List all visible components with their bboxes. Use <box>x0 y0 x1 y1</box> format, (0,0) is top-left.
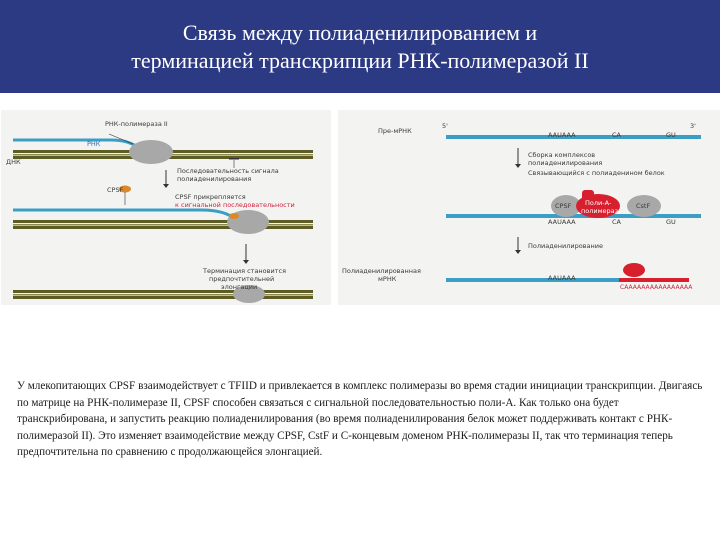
caption-paragraph <box>17 378 707 461</box>
caption-text-8: и <box>329 429 341 442</box>
poly-a-polymerase-label-line-2: полимераза <box>581 207 623 215</box>
figure-termination-diagram <box>1 110 331 305</box>
pabp-protein <box>623 263 645 277</box>
gu-label-middle: GU <box>666 218 676 226</box>
cpsf-label-right: CPSF <box>555 202 572 210</box>
signal-label-line-1: Последовательность сигнала <box>177 167 279 175</box>
slide-title <box>0 0 720 93</box>
caption-term-cpsf: CPSF <box>109 380 136 392</box>
signal-marker <box>229 158 239 160</box>
cpsf-label: CPSF <box>107 186 124 194</box>
caption-text-3: и привлекается в комплекс полимеразы во время стадии инициации транскрипции. Двигаясь по матрице на <box>17 380 703 409</box>
dna-strand-bottom <box>13 290 313 299</box>
cpsf-attach-label-line-1: CPSF прикрепляется <box>175 193 246 201</box>
rna-label: РНК <box>87 140 101 148</box>
pre-mrna-label: Пре-мРНК <box>378 127 412 135</box>
rna-strand-top <box>13 140 141 150</box>
mature-mrna-label-line-1: Полиаденилированная <box>342 267 421 275</box>
caption-term-rnap: РНК-полимеразе II <box>87 396 178 409</box>
caption-text-4: , <box>177 396 184 409</box>
signal-label-line-2: полиаденилирования <box>177 175 252 183</box>
binding-protein-label: Связывающийся с полиаденином белок <box>528 169 665 177</box>
rna-strand-middle <box>13 210 236 220</box>
rnap-label: РНК-полимераза II <box>105 120 168 128</box>
cstf-label: CstF <box>636 202 651 210</box>
caption-term-tfiid: TFIID <box>228 380 257 392</box>
aauaaa-label-top: AAUAAA <box>548 131 576 139</box>
caption-text-9: , так что терминация теперь предпочтительна по сравнению с продолжающейся элонгацией. <box>17 429 673 458</box>
assembly-label-line-2: полиаденилирования <box>528 159 603 167</box>
caption-text-2: взаимодействует с <box>135 380 229 392</box>
termination-label-line-1: Терминация становится <box>203 267 286 275</box>
figure-polyadenylation-diagram <box>338 110 720 305</box>
caption-term-poly-a: поли-А <box>478 396 514 409</box>
three-prime-label: 3' <box>690 122 696 130</box>
caption-text-6: . Как только она будет транскрибирована, и запустить реакцию полиаденилирования (во время полиаденилирования белок может поддерживать контакт с РНК-полимеразой II). Это изменяет взаимодействие между <box>17 396 673 442</box>
caption-term-cpsf-3: CPSF <box>277 429 303 442</box>
caption-text-7: , <box>302 429 308 442</box>
caption-term-cpsf-2: CPSF <box>183 396 210 409</box>
gu-label-top: GU <box>666 131 676 139</box>
aauaaa-label-middle: AAUAAA <box>548 218 576 226</box>
slide-title-line-1: Связь между полиаденилированием и <box>182 19 538 45</box>
caption-term-ctd: С-концевым доменом РНК-полимеразы II <box>340 429 540 442</box>
caption-text-5: способен связаться с сигнальной последовательностью <box>209 396 479 409</box>
polyadenylation-label: Полиаденилирование <box>528 242 603 250</box>
mature-mrna-label-line-2: мРНК <box>378 275 397 283</box>
aauaaa-label-bottom: AAUAAA <box>548 274 576 282</box>
slide-title-line-2: терминацией транскрипции РНК-полимеразой II <box>131 47 589 73</box>
mature-mrna-strand <box>446 278 621 282</box>
cpsf-attach-label-line-2: к сигнальной последовательности <box>175 201 295 209</box>
termination-label-line-2: предпочтительней <box>209 275 275 283</box>
assembly-label-line-1: Сборка комплексов <box>528 151 596 159</box>
ca-label-middle: CA <box>612 218 621 226</box>
poly-a-tail-label: CAAAAAAAAAAAAAAAA <box>620 284 693 291</box>
dna-label: ДНК <box>6 158 21 166</box>
polymerase-top <box>129 140 173 164</box>
caption-term-cstf: CstF <box>307 429 330 442</box>
caption-text-1: У млекопитающих <box>17 380 110 392</box>
five-prime-label: 5' <box>442 122 448 130</box>
termination-label-line-3: элонгации <box>221 283 258 291</box>
poly-a-polymerase-label-line-1: Поли-А- <box>585 199 612 207</box>
ca-label-top: CA <box>612 131 621 139</box>
